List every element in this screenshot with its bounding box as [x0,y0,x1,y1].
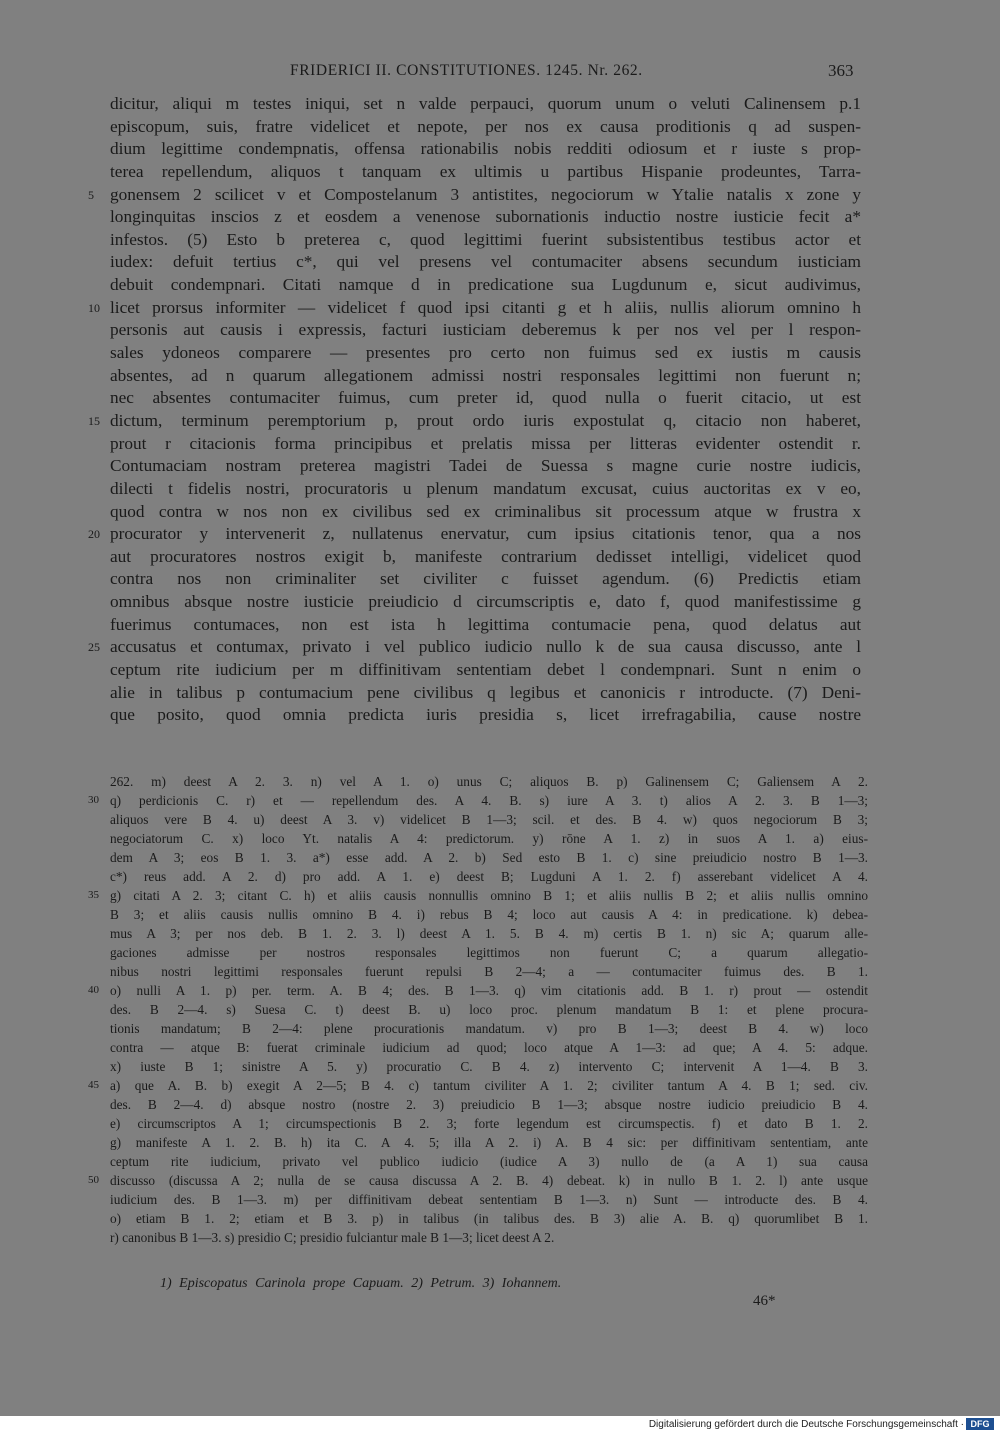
apparatus-line: x) iuste B 1; sinistre A 5. y) procuratio C. B 4. z) intervento C; intervenit A 1—4. B 3. [110,1059,868,1074]
text-line: personis aut causis i expressis, facturi iusticiam deberemus k per nos vel per l respon- [110,320,861,340]
text-line: debuit condempnari. Citati namque d in predicatione sua Lugdunum e, sicut audivimus, [110,275,861,295]
line-number: 40 [88,984,99,996]
apparatus-line: discusso (discussa A 2; nulla de se causa discussa A 2. B. 4) debeat. k) in nullo B 1. 2. l) ante usque [110,1173,868,1188]
apparatus-line: contra — atque B: fuerat criminale iudicium ad quod; loco atque A 1—3: ad que; A 4. 5: adque. [110,1040,868,1055]
apparatus-line: ceptum rite iudicium, privato vel publico iudicio (iudice A 3) nullo de (a A 1) sua causa [110,1154,868,1169]
line-number: 20 [88,527,100,542]
text-line: ceptum rite iudicium per m diffinitivam sententiam debet l condempnari. Sunt n enim o [110,660,861,679]
apparatus-line: gaciones admisse per nostros responsales legittimos non fuerunt C; a quarum allegatio- [110,945,868,960]
text-line: absentes, ad n quarum allegationem admissi nostri responsales legittimi non fuerunt n; [110,365,861,385]
text-line: fuerimus contumaces, non est ista h legittima contumacie pena, quod delatus aut [110,614,861,634]
text-line: aut procuratores nostros exigit b, manifeste contrarium dedisset intelligi, videlicet quod [110,546,861,566]
line-number: 25 [88,640,100,655]
apparatus-line: o) nulli A 1. p) per. term. A. B 4; des. B 1—3. q) vim citationis add. B 1. r) prout — ostendit [110,983,868,998]
apparatus-line: c*) reus add. A 2. d) pro add. A 1. e) deest B; Lugduni A 1. 2. f) asserebant videlicet A 4. [110,869,868,884]
text-line: prout r citacionis forma principibus et prelatis missa per litteras evidenter ostendit r. [110,433,861,453]
text-line: iudex: defuit tertius c*, qui vel presens vel contumaciter absens secundum iusticiam [110,252,861,272]
text-line: quod contra w nos non ex civilibus sed ex criminalibus sit processum atque w frustra x [110,501,861,521]
sheet-signature: 46* [753,1293,776,1309]
page-number: 363 [828,61,854,80]
apparatus-line: des. B 2—4. s) Suesa C. t) deest B. u) loco proc. plenum mandatum B 1: et plene procura- [110,1002,868,1017]
text-line: licet prorsus informiter — videlicet f quod ipsi citanti g et h aliis, nullis aliorum omnino h [110,297,861,317]
apparatus-line: e) circumscriptos A 1; circumspectionis B 2. 3; forte legendum est circumspectis. f) et dato B 1. 2. [110,1116,868,1131]
text-line: dicitur, aliqui m testes iniqui, set n valde perpauci, quorum unum o veluti Calinensem p.1 [110,94,861,113]
source-footnotes: 1) Episcopatus Carinola prope Capuam. 2) Petrum. 3) Iohannem. [160,1276,562,1291]
line-number: 45 [88,1079,99,1091]
apparatus-line: g) manifeste A 1. 2. B. h) ita C. A 4. 5; illa A 2. i) A. B 4 sic: per diffinitivam sententiam, ante [110,1135,868,1150]
apparatus-line: nibus nostri legittimi responsales fuerunt repulsi B 2—4; a — contumaciter fuimus des. B 1. [110,964,868,979]
running-title: FRIDERICI II. CONSTITUTIONES. 1245. Nr. 262. [290,62,643,79]
text-line: nec absentes contumaciter fuimus, cum preter id, quod nulla o fuerit citacio, ut est [110,388,861,408]
apparatus-line: negociatorum C. x) loco Yt. natalis A 4: predictorum. y) rōne A 1. z) in suos A 1. a) eius- [110,831,868,846]
apparatus-line: aliquos vere B 4. u) deest A 3. v) videlicet B 1—3; scil. et des. B 4. w) quos negociorum B 3; [110,812,868,827]
line-number: 35 [88,889,99,901]
text-line: accusatus et contumax, privato i vel publico iudicio nullo k de sua causa discusso, ante l [110,637,861,657]
apparatus-line: tionis mandatum; B 2—4: plene procurationis mandatum. v) pro B 1—3; deest B 4. w) loco [110,1021,868,1036]
line-number: 15 [88,413,100,428]
apparatus-line: iudicium des. B 1—3. m) per diffinitivam debeat sententiam B 1—3. n) Sunt — introducte des. B 4. [110,1192,868,1207]
apparatus-line: B 3; et aliis causis nullis omnino B 4. i) rebus B 4; loco aut causis A 4: in predicatione. k) debea- [110,907,868,922]
funding-note: Digitalisierung gefördert durch die Deutsche Forschungsgemeinschaft · [648,1419,964,1430]
apparatus-line: des. B 2—4. d) absque nostro (nostre 2. 3) preiudicio B 1—3; absque nostre iudicio preiudicio B 4. [110,1097,868,1112]
text-line: dium legittime condempnatis, offensa rationabilis nobis redditi odiosum et r iuste s prop- [110,139,861,159]
apparatus-line: r) canonibus B 1—3. s) presidio C; presidio fulciantur male B 1—3; licet deest A 2. [110,1230,555,1245]
apparatus-line: a) que A. B. b) exegit A 2—5; B 4. c) tantum civiliter A 1. 2; civiliter tantum A 4. B 1; sed. civ. [110,1078,868,1093]
text-line: longinquitas inscios z et eosdem a venenose subornationis inductio nostre iusticie fecit a* [110,207,861,227]
apparatus-line: g) citati A 2. 3; citant C. h) et aliis causis nonnullis omnino B 1; et aliis nullis B 2; et aliis nullis omnino [110,888,868,903]
text-line: infestos. (5) Esto b preterea c, quod legittimi fuerint subsistentibus testibus actor et [110,229,861,249]
text-line: procurator y intervenerit z, nullatenus enervatur, cum ipsius citationis tenor, qua a nos [110,524,861,544]
dfg-logo-icon: DFG [966,1418,994,1430]
text-line: episcopum, suis, fratre videlicet et nepote, per nos ex causa proditionis q ad suspen- [110,116,861,136]
text-line: contra nos non criminaliter set civiliter c fuisset agendum. (6) Predictis etiam [110,569,861,589]
text-line: que posito, quod omnia predicta iuris presidia s, licet irrefragabilia, cause nostre [110,705,861,725]
text-line: Contumaciam nostram preterea magistri Tadei de Suessa s magne curie nostre iudicis, [110,456,861,476]
line-number: 30 [88,794,99,806]
apparatus-line: 262. m) deest A 2. 3. n) vel A 1. o) unus C; aliquos B. p) Galinensem C; Galiensem A 2. [110,774,868,789]
text-line: omnibus absque nostre iusticie preiudicio d circumscriptis e, dato f, quod manifestissime g [110,592,861,612]
text-line: sales ydoneos comparere — presentes pro certo non fuimus sed ex iustis m causis [110,343,861,363]
text-line: terea repellendum, aliquos t tanquam ex ultimis u partibus Hispanie prodeuntes, Tarra- [110,161,861,181]
line-number: 10 [88,300,100,315]
line-number: 5 [88,187,94,202]
text-line: dilecti t fidelis nostri, procuratoris u plenum mandatum excusat, cuius auctoritas ex v eo, [110,478,861,498]
line-number: 50 [88,1174,99,1186]
apparatus-line: dem A 3; eos B 1. 3. a*) esse add. A 2. b) Sed esto B 1. c) sine preiudicio nostro B 1—3. [110,850,868,865]
apparatus-line: q) perdicionis C. r) et — repellendum des. A 4. B. s) iure A 3. t) alios A 2. 3. B 1—3; [110,793,868,808]
apparatus-line: mus A 3; per nos deb. B 1. 2. 3. l) deest A 1. 5. B 4. m) certis B 1. n) sic A; quarum alle- [110,926,868,941]
text-line: dictum, terminum peremptorium p, prout ordo iuris expostulat q, citacio non haberet, [110,410,861,430]
apparatus-line: o) etiam B 1. 2; etiam et B 3. p) in talibus (in talibus des. B 3) alie A. B. q) quorumlibet B 1. [110,1211,868,1226]
text-line: alie in talibus p contumacium pene civilibus q legibus et canonicis r introducte. (7) Deni- [110,682,861,702]
text-line: gonensem 2 scilicet v et Compostelanum 3 antistites, negociorum w Ytalie natalis x zone y [110,184,861,204]
